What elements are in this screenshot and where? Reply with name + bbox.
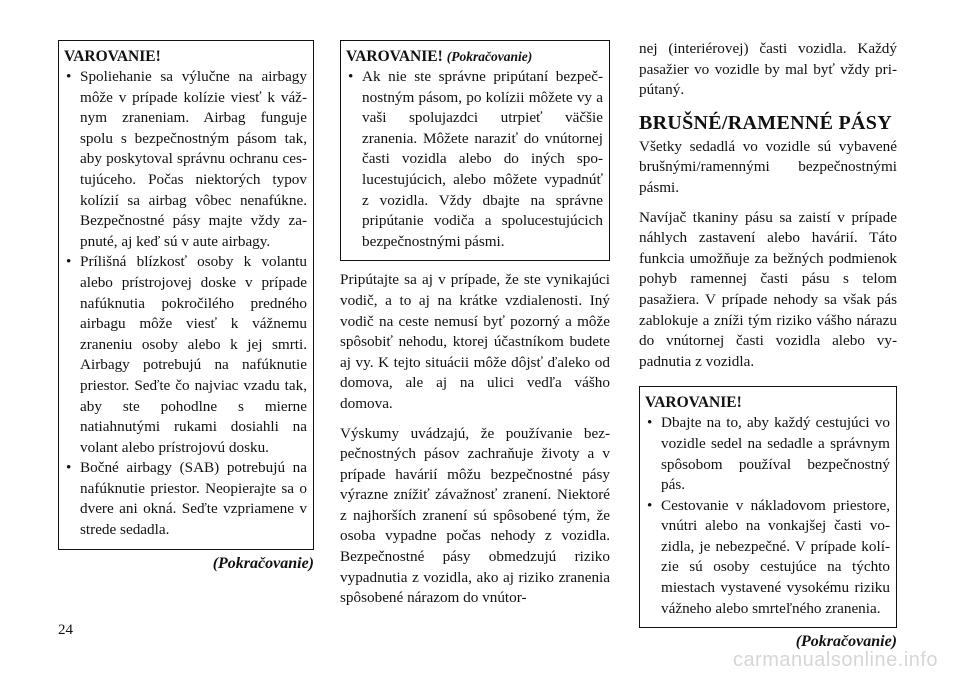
body-paragraph: nej (interiérovej) časti vozidla. Každý pasažier vo vozidle by mal byť vždy pripútaný. xyxy=(639,40,897,99)
body-paragraph: Pripútajte sa aj v prípade, že ste vynikajúci vodič, a to aj na krátke vzdialenosti. Iný vodič na ceste nemusí byť pozorný a môže spôsobiť nehodu, ktorej účastníkom budete aj vy. K tejto situácii môže dôjsť ďaleko od domova, ale aj na ulici vedľa vášho domova. xyxy=(340,271,610,412)
body-paragraph: Všetky sedadlá vo vozidle sú vybavené brušnými/ramennými bezpečnostnými pásmi. xyxy=(639,137,897,196)
warning-list xyxy=(645,413,890,619)
warning-box xyxy=(639,386,897,628)
warning-item: • Ak nie ste správne pripútaní bezpečnostným pásom, po kolízii môžete vy a vaši spolujazdci utrpieť väčšie zranenia. Môžete naraziť do vnútornej časti vozidla alebo do iných spolucestujúcich, alebo môžete vypadnúť z vozidla. Vždy dbajte na správne pripútanie vodiča a spolucestujúcich bezpečnostnými pásmi. xyxy=(346,67,603,252)
body-paragraph: Navíjač tkaniny pásu sa zaistí v prípade náhlych zastavení alebo havárií. Táto funkcia umožňuje za bežných podmienok pohyb ramennej časti pásu s telom pasažiera. V prípade nehody sa však pás zablokuje a zníži tým riziko vášho nárazu do vnútornej časti vozidla alebo vypadnutia z vozidla. xyxy=(639,208,897,370)
warning-list xyxy=(64,67,307,541)
section-heading: BRUŠNÉ/RAMENNÉ PÁSY xyxy=(639,111,892,134)
warning-title: VAROVANIE! xyxy=(64,48,161,65)
warning-list xyxy=(346,67,603,252)
warning-item: • Dbajte na to, aby každý cestujúci vo vozidle sedel na sedadle a správnym spôsobom používal bezpečnostný pás. xyxy=(645,413,890,495)
warning-title: VAROVANIE! xyxy=(645,394,742,412)
warning-title-text: VAROVANIE! xyxy=(346,48,443,65)
body-paragraph: Výskumy uvádzajú, že používanie bezpečnostných pásov zachraňuje životy a v prípade havárií môžu bezpečnostné pásy výrazne znížiť závažnosť zranení. Niektoré z najhorších zranení sú spôsobené tým, že osoba vypadne počas nehody z vozidla. Bezpečnostné pásy obmedzujú riziko vypadnutia z vozidla, ako aj riziko zranenia spôsobené nárazom do vnútor- xyxy=(340,424,610,607)
warning-continued-label: (Pokračovanie) xyxy=(446,49,533,64)
column-right xyxy=(639,39,897,653)
warning-item: • Spoliehanie sa výlučne na airbagy môže v prípade kolízie viesť k vážnym zraneniam. Airbag funguje spolu s bezpečnostným pásom tak, aby poskytoval správnu ochranu cestujúceho. Počas niektorých typov kolízií sa airbag vôbec nenafúkne. Bezpečnostné pásy majte vždy zapnuté, aj keď sú v aute airbagy. xyxy=(64,67,307,252)
warning-box xyxy=(58,40,314,550)
warning-item: • Bočné airbagy (SAB) potrebujú na nafúknutie priestor. Neopierajte sa o dvere ani okná. Seďte vzpriamene v strede sedadla. xyxy=(64,458,307,540)
warning-title xyxy=(346,47,603,67)
warning-box xyxy=(340,40,610,261)
warning-item: • Cestovanie v nákladovom priestore, vnútri alebo na vonkajšej časti vozidla, je nebezpečné. V prípade kolízie sú osoby cestujúce na týchto miestach vystavené vysokému riziku vážneho alebo smrteľného zranenia. xyxy=(645,496,890,620)
column-left xyxy=(58,40,314,575)
continued-label: (Pokračovanie) xyxy=(795,633,897,651)
column-middle xyxy=(340,40,610,618)
continued-label: (Pokračovanie) xyxy=(212,554,314,572)
page-number: 24 xyxy=(58,622,73,638)
warning-item: • Prílišná blízkosť osoby k volantu alebo prístrojovej doske v prípade nafúknutia pokročilého predného airbagu môže viesť k vážnemu zraneniu osoby alebo k jej smrti. Airbagy potrebujú na nafúknutie priestor. Seďte čo najviac vzadu tak, aby ste pohodlne s mierne natiahnutými rukami dosiahli na volant alebo prístrojovú dosku. xyxy=(64,252,307,458)
watermark-link[interactable]: carmanualsonline.info xyxy=(732,649,938,671)
